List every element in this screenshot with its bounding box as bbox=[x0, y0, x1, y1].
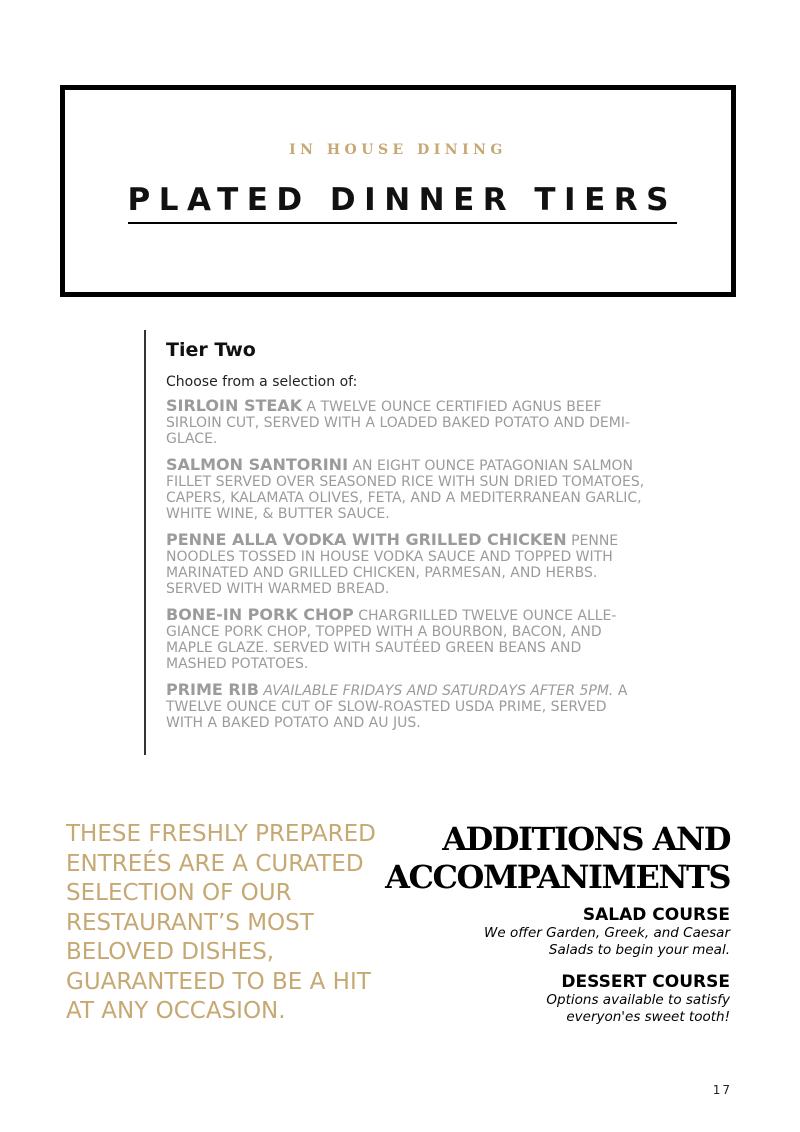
menu-item-description: AN EIGHT OUNCE PATAGONIAN SALMON FILLET SERVED OVER SEASONED RICE WITH SUN DRIED TOMATOES, CAPERS, KALAMATA OLIVES, FETA, AND A MEDITERRANEAN GARLIC, WHITE WINE, & BUTTER SAUCE. bbox=[166, 458, 645, 522]
tagline: THESE FRESHLY PREPARED ENTREÉS ARE A CURATED SELECTION OF OUR RESTAURANT’S MOST BELOVED DISHES, GUARANTEED TO BE A HIT AT ANY OCCASION. bbox=[66, 821, 376, 1024]
menu-item-note: AVAILABLE FRIDAYS AND SATURDAYS AFTER 5PM. bbox=[263, 683, 614, 699]
page-title: PLATED DINNER TIERS bbox=[128, 182, 677, 224]
menu-item-name: PENNE ALLA VODKA WITH GRILLED CHICKEN bbox=[166, 530, 567, 549]
menu-item-penne-alla-vodka bbox=[166, 532, 646, 597]
additions-title bbox=[385, 820, 730, 896]
menu-item-description: A TWELVE OUNCE CERTIFIED AGNUS BEEF SIRLOIN CUT, SERVED WITH A LOADED BAKED POTATO AND DEMI-GLACE. bbox=[166, 399, 631, 447]
menu-item-name: SIRLOIN STEAK bbox=[166, 396, 303, 415]
menu-item-description: A TWELVE OUNCE CUT OF SLOW-ROASTED USDA PRIME, SERVED WITH A BAKED POTATO AND AU JUS. bbox=[166, 683, 628, 731]
menu-item-name: SALMON SANTORINI bbox=[166, 455, 349, 474]
menu-section bbox=[144, 330, 644, 755]
menu-item-bone-in-pork-chop bbox=[166, 607, 646, 672]
menu-item-prime-rib bbox=[166, 682, 646, 731]
menu-item-sirloin-steak bbox=[166, 398, 646, 447]
menu-intro: Choose from a selection of: bbox=[166, 374, 358, 390]
dessert-course-name: DESSERT COURSE bbox=[561, 972, 730, 992]
menu-item-description: CHARGRILLED TWELVE OUNCE ALLE-GIANCE PORK CHOP, TOPPED WITH A BOURBON, BACON, AND MAPLE GLAZE. SERVED WITH SAUTÉED GREEN BEANS AND MASHED POTATOES. bbox=[166, 608, 617, 672]
menu-item-name: PRIME RIB bbox=[166, 680, 259, 699]
menu-item-name: BONE-IN PORK CHOP bbox=[166, 605, 354, 624]
additions-title-line1: ADDITIONS AND bbox=[442, 820, 730, 858]
salad-course-description: We offer Garden, Greek, and Caesar Salads to begin your meal. bbox=[484, 925, 730, 958]
section-eyebrow: IN HOUSE DINING bbox=[289, 142, 507, 158]
page-title-wrap bbox=[65, 182, 731, 224]
salad-course bbox=[430, 905, 730, 959]
tier-title: Tier Two bbox=[166, 339, 256, 361]
page-number: 17 bbox=[712, 1083, 732, 1097]
header-box bbox=[60, 85, 736, 297]
menu-item-description: PENNE NOODLES TOSSED IN HOUSE VODKA SAUCE AND TOPPED WITH MARINATED AND GRILLED CHICKEN, PARMESAN, AND HERBS. SERVED WITH WARMED BREAD. bbox=[166, 533, 619, 597]
menu-item-salmon-santorini bbox=[166, 457, 646, 522]
dessert-course bbox=[430, 972, 730, 1026]
additions-title-line2: ACCOMPANIMENTS bbox=[385, 858, 730, 896]
dessert-course-description: Options available to satisfy everyon'es sweet tooth! bbox=[546, 992, 730, 1025]
salad-course-name: SALAD COURSE bbox=[582, 905, 730, 925]
